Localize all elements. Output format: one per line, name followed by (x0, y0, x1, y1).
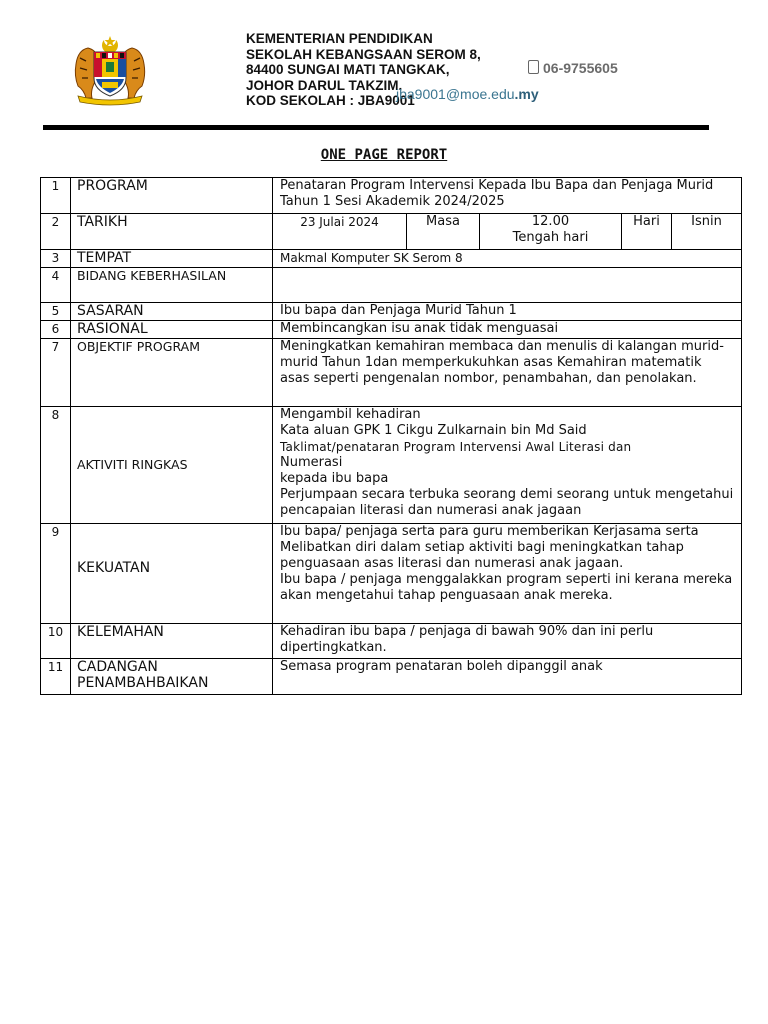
row-number: 4 (41, 268, 71, 303)
coat-of-arms-logo (72, 34, 148, 106)
row-label: RASIONAL (71, 321, 273, 339)
row-number: 7 (41, 339, 71, 407)
hari-label: Hari (622, 214, 672, 250)
table-row (41, 407, 742, 524)
row-label: KELEMAHAN (71, 624, 273, 659)
row-value (273, 524, 742, 624)
row-number: 9 (41, 524, 71, 624)
table-row (41, 524, 742, 624)
list-item: Ibu bapa / penjaga menggalakkan program seperti ini kerana mereka akan mengetahui tahap penguasaan anak mereka. (280, 572, 733, 603)
table-row (41, 321, 742, 339)
phone-number: 06-9755605 (543, 60, 618, 76)
row-number: 5 (41, 303, 71, 321)
list-item: kepada ibu bapa (280, 471, 389, 486)
masa-label: Masa (407, 214, 480, 250)
row-value: Membincangkan isu anak tidak menguasai (273, 321, 742, 339)
row-number: 11 (41, 659, 71, 695)
row-label: BIDANG KEBERHASILAN (71, 268, 273, 303)
date-value: 23 Julai 2024 (273, 214, 407, 250)
ministry-name: KEMENTERIAN PENDIDIKAN (246, 31, 433, 46)
row-value: Kehadiran ibu bapa / penjaga di bawah 90% dan ini perlu dipertingkatkan. (273, 624, 742, 659)
row-number: 10 (41, 624, 71, 659)
row-label: TEMPAT (71, 250, 273, 268)
header-divider (43, 125, 709, 130)
masa-value (480, 214, 622, 250)
list-item: Taklimat/penataran Program Intervensi Awal Literasi dan (280, 440, 632, 454)
report-table (40, 177, 742, 695)
row-label: OBJEKTIF PROGRAM (71, 339, 273, 407)
list-item: Kata aluan GPK 1 Cikgu Zulkarnain bin Md Said (280, 423, 587, 438)
row-value: Makmal Komputer SK Serom 8 (273, 250, 742, 268)
email-contact[interactable] (396, 86, 539, 102)
table-row (41, 303, 742, 321)
row-number: 6 (41, 321, 71, 339)
report-title: ONE PAGE REPORT (320, 147, 448, 163)
row-value: Meningkatkan kemahiran membaca dan menulis di kalangan murid-murid Tahun 1dan memperkukuhkan asas Kemahiran matematik asas seperti pengenalan nombor, penambahan, dan penolakan. (273, 339, 742, 407)
table-row (41, 250, 742, 268)
address-line-2: JOHOR DARUL TAKZIM. (246, 77, 403, 93)
email-address[interactable]: jba9001@moe.edu (396, 86, 515, 102)
school-name: SEKOLAH KEBANGSAAN SEROM 8, (246, 46, 481, 62)
row-label: CADANGAN PENAMBAHBAIKAN (71, 659, 273, 695)
row-label: SASARAN (71, 303, 273, 321)
row-label: AKTIVITI RINGKAS (71, 407, 273, 524)
table-row (41, 624, 742, 659)
list-item: Numerasi (280, 455, 343, 470)
row-label: KEKUATAN (71, 524, 273, 624)
table-row (41, 178, 742, 214)
row-number: 8 (41, 407, 71, 524)
list-item: Mengambil kehadiran (280, 407, 421, 422)
row-value: Penataran Program Intervensi Kepada Ibu Bapa dan Penjaga Murid Tahun 1 Sesi Akademik 2024/2025 (273, 178, 742, 214)
row-value: Ibu bapa dan Penjaga Murid Tahun 1 (273, 303, 742, 321)
hari-value: Isnin (672, 214, 742, 250)
table-row (41, 214, 742, 250)
row-number: 2 (41, 214, 71, 250)
email-domain-suffix[interactable]: .my (514, 86, 539, 102)
masa-period: Tengah hari (512, 230, 589, 245)
table-row (41, 659, 742, 695)
address-line-1: 84400 SUNGAI MATI TANGKAK, (246, 62, 450, 77)
masa-time: 12.00 (531, 214, 570, 229)
list-item: Melibatkan diri dalam setiap aktiviti bagi meningkatkan tahap penguasaan asas literasi dan numerasi anak jagaan. (280, 540, 684, 571)
row-value: Semasa program penataran boleh dipanggil anak (273, 659, 742, 695)
row-value (273, 268, 742, 303)
table-row (41, 268, 742, 303)
phone-contact (528, 60, 618, 76)
row-number: 1 (41, 178, 71, 214)
row-value (273, 407, 742, 524)
list-item: Perjumpaan secara terbuka seorang demi seorang untuk mengetahui pencapaian literasi dan numerasi anak jagaan (280, 487, 734, 518)
list-item: Ibu bapa/ penjaga serta para guru memberikan Kerjasama serta (280, 524, 699, 539)
row-label: TARIKH (71, 214, 273, 250)
school-code: KOD SEKOLAH : JBA9001 (246, 93, 415, 108)
table-row (41, 339, 742, 407)
row-label: PROGRAM (71, 178, 273, 214)
phone-icon (528, 60, 539, 74)
row-number: 3 (41, 250, 71, 268)
